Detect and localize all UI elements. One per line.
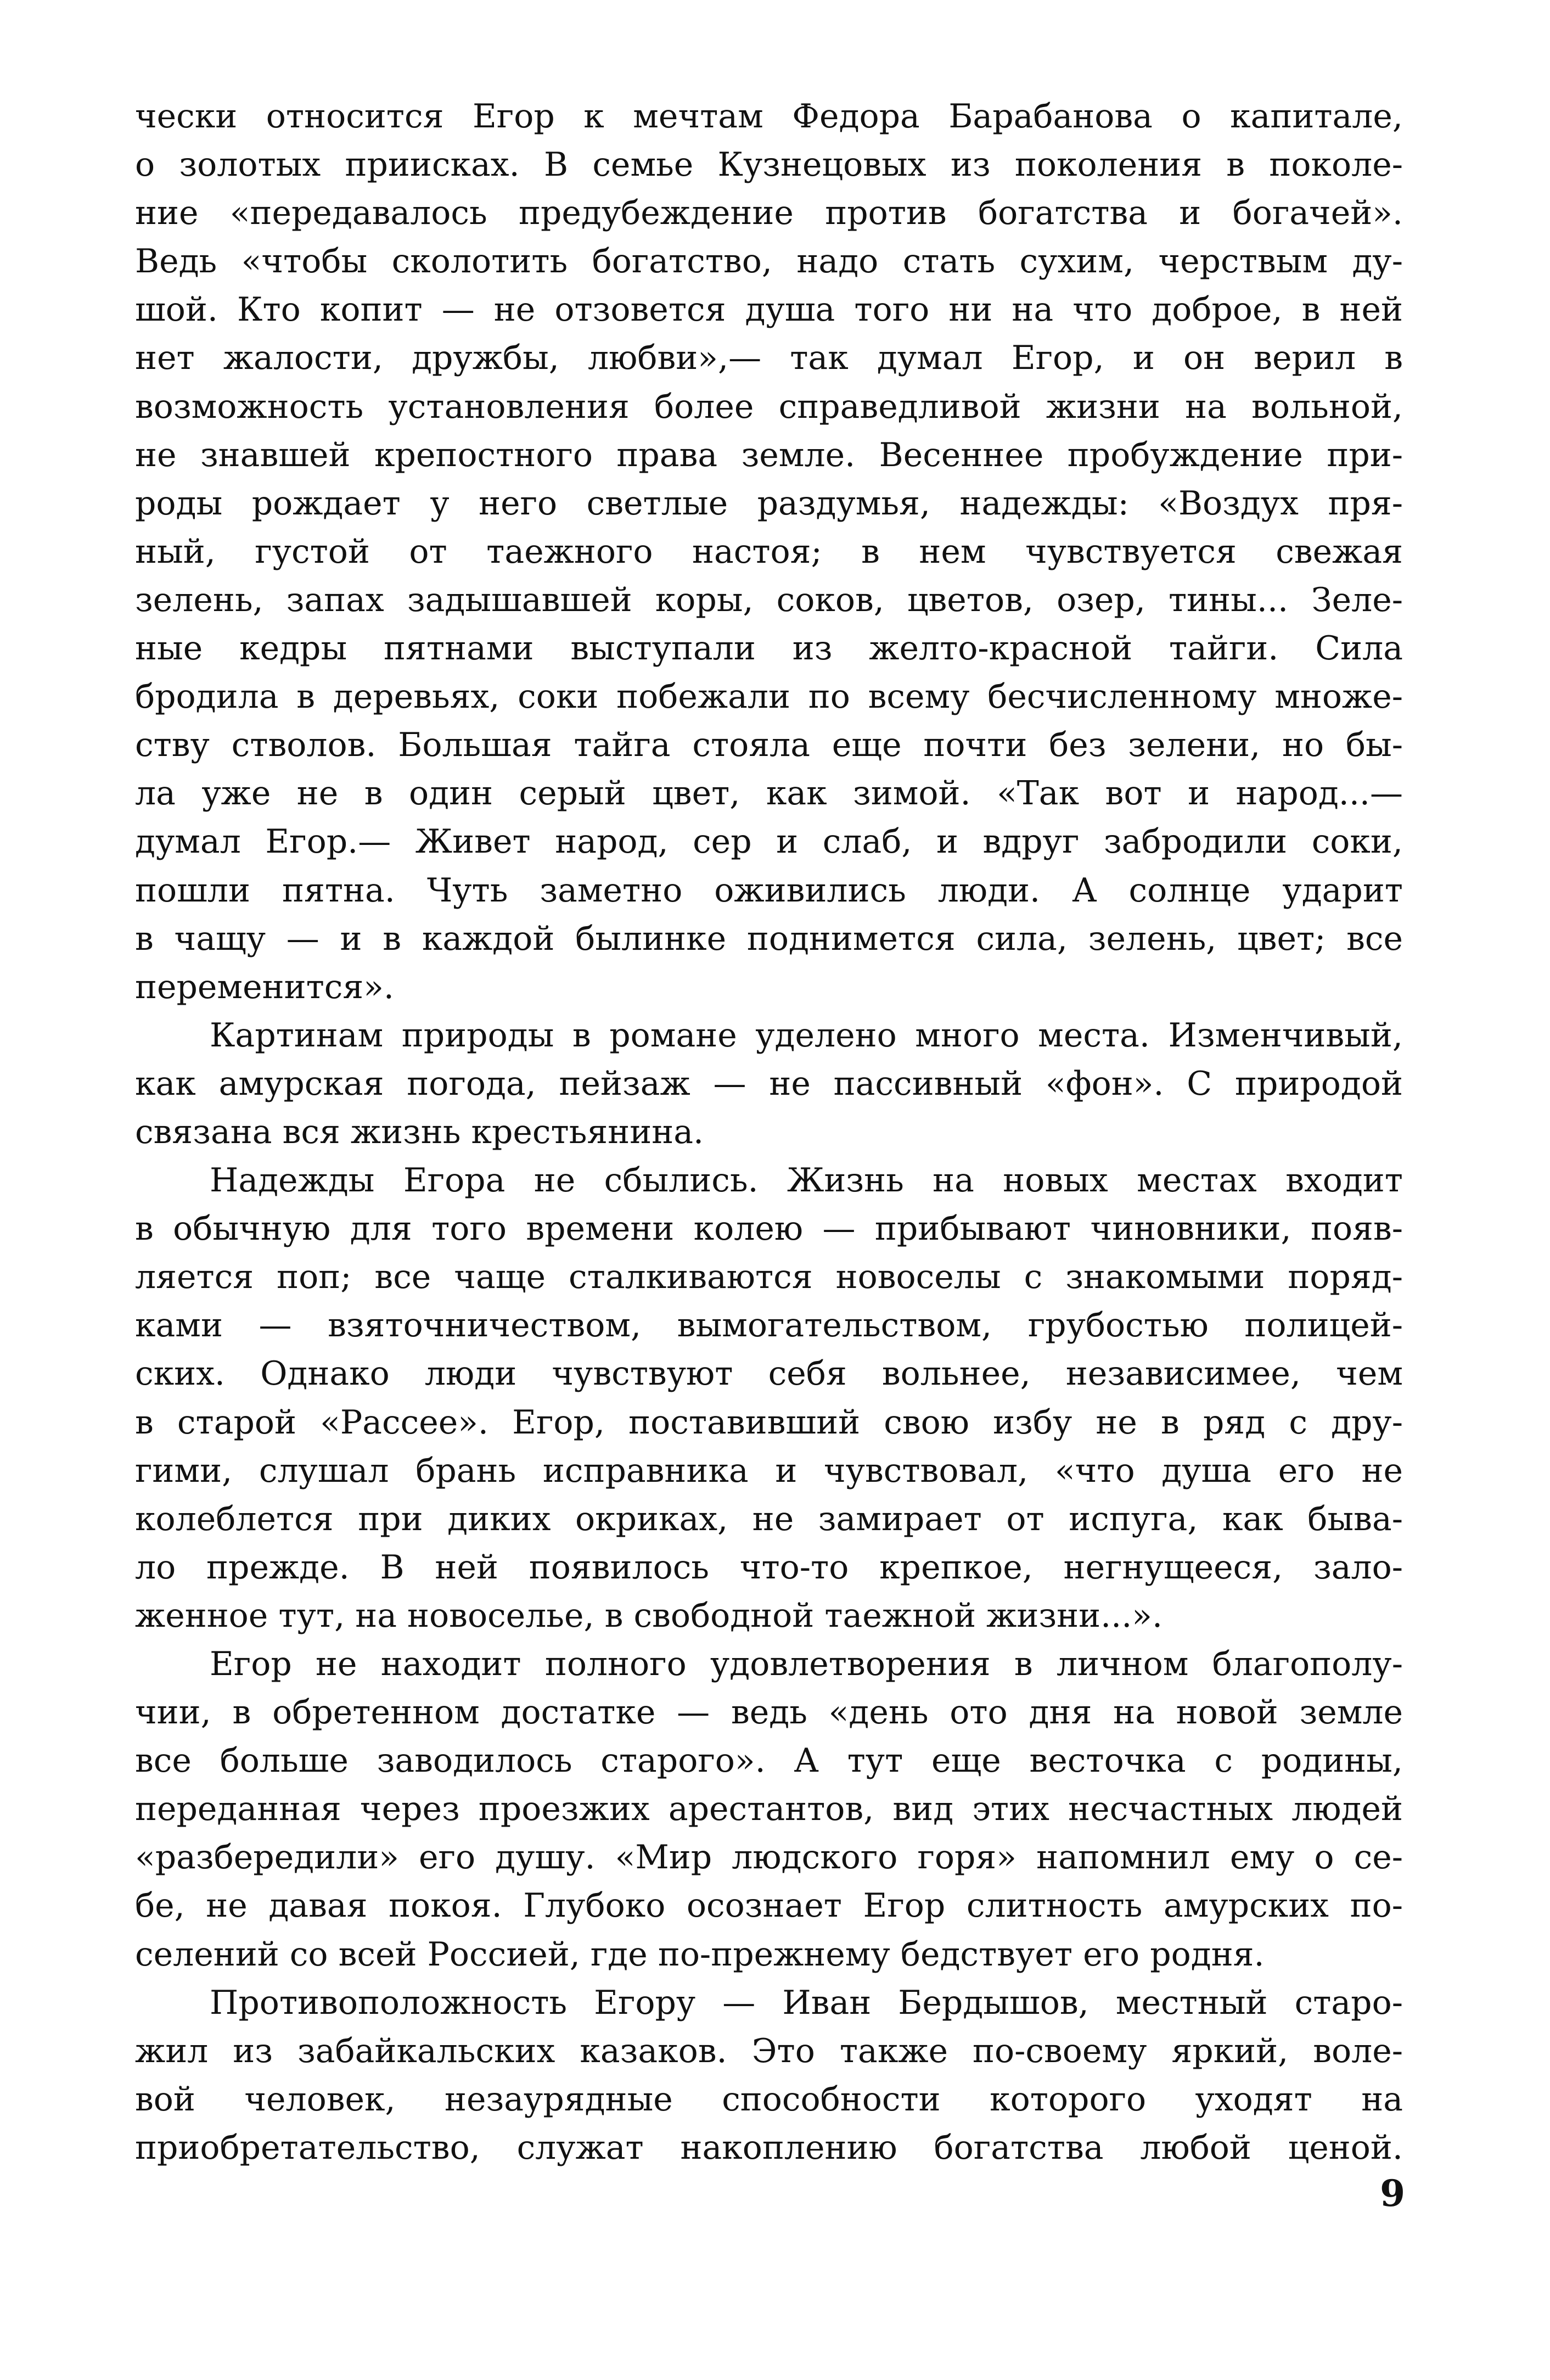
text-line: ству стволов. Большая тайга стояла еще почти без зелени, но бы- (135, 726, 1403, 765)
text-line: вой человек, незаурядные способности которого уходят на (135, 2080, 1403, 2119)
text-line: селений со всей Россией, где по-прежнему бедствует его родня. (135, 1935, 1265, 1974)
text-line: в чащу — и в каждой былинке поднимется сила, зелень, цвет; все (135, 919, 1403, 958)
text-line: переменится». (135, 967, 395, 1006)
text-line: ками — взяточничеством, вымогательством, грубостью полицей- (135, 1306, 1403, 1345)
text-line: роды рождает у него светлые раздумья, надежды: «Воздух пря- (135, 484, 1403, 523)
text-line: женное тут, на новоселье, в свободной таежной жизни...». (135, 1596, 1163, 1635)
text-line: ло прежде. В ней появилось что-то крепкое, негнущееся, зало- (135, 1548, 1403, 1587)
text-line: «разбередили» его душу. «Мир людского горя» напомнил ему о се- (135, 1838, 1403, 1877)
body-text (135, 92, 1403, 2172)
text-line: бродила в деревьях, соки побежали по всему бесчисленному множе- (135, 677, 1403, 716)
text-line: бе, не давая покоя. Глубоко осознает Егор слитность амурских по- (135, 1886, 1403, 1925)
text-line: гими, слушал брань исправника и чувствовал, «что душа его не (135, 1451, 1403, 1490)
text-line: ских. Однако люди чувствуют себя вольнее, независимее, чем (135, 1354, 1403, 1393)
text-line: шой. Кто копит — не отзовется душа того ни на что доброе, в ней (135, 290, 1403, 329)
text-line: приобретательство, служат накоплению богатства любой ценой. (135, 2128, 1403, 2167)
text-line: Егор не находит полного удовлетворения в личном благополу- (210, 1645, 1403, 1683)
text-line: как амурская погода, пейзаж — не пассивный «фон». С природой (135, 1064, 1403, 1103)
text-line: думал Егор.— Живет народ, сер и слаб, и вдруг забродили соки, (135, 822, 1403, 861)
text-line: пошли пятна. Чуть заметно оживились люди. А солнце ударит (135, 871, 1403, 910)
text-line: связана вся жизнь крестьянина. (135, 1112, 704, 1151)
text-line: в обычную для того времени колею — прибывают чиновники, появ- (135, 1209, 1403, 1248)
text-line: ные кедры пятнами выступали из желто-красной тайги. Сила (135, 629, 1403, 668)
text-line: Противоположность Егору — Иван Бердышов, местный старо- (210, 1983, 1403, 2022)
text-line: ляется поп; все чаще сталкиваются новоселы с знакомыми поряд- (135, 1258, 1403, 1297)
page-number: 9 (1380, 2172, 1405, 2215)
text-line: колеблется при диких окриках, не замирает от испуга, как быва- (135, 1499, 1403, 1538)
text-line: чески относится Егор к мечтам Федора Барабанова о капитале, (135, 97, 1403, 136)
text-line: жил из забайкальских казаков. Это также по-своему яркий, воле- (135, 2031, 1403, 2070)
text-line: Картинам природы в романе уделено много места. Изменчивый, (210, 1016, 1403, 1055)
text-line: ла уже не в один серый цвет, как зимой. «Так вот и народ...— (135, 774, 1403, 813)
text-line: возможность установления более справедливой жизни на вольной, (135, 387, 1403, 426)
text-line: ный, густой от таежного настоя; в нем чувствуется свежая (135, 532, 1403, 571)
text-line: нет жалости, дружбы, любви»,— так думал Егор, и он верил в (135, 339, 1403, 378)
text-line: Надежды Егора не сбылись. Жизнь на новых местах входит (210, 1161, 1403, 1200)
text-line: чии, в обретенном достатке — ведь «день ото дня на новой земле (135, 1693, 1403, 1732)
text-line: ние «передавалось предубеждение против богатства и богачей». (135, 194, 1403, 233)
text-line: переданная через проезжих арестантов, вид этих несчастных людей (135, 1790, 1403, 1829)
text-line: зелень, запах задышавшей коры, соков, цветов, озер, тины... Зеле- (135, 580, 1403, 619)
text-line: не знавшей крепостного права земле. Весеннее пробуждение при- (135, 435, 1403, 474)
text-line: Ведь «чтобы сколотить богатство, надо стать сухим, черствым ду- (135, 242, 1403, 281)
text-line: в старой «Рассее». Егор, поставивший свою избу не в ряд с дру- (135, 1403, 1403, 1442)
text-line: о золотых приисках. В семье Кузнецовых из поколения в поколе- (135, 145, 1403, 184)
text-line: все больше заводилось старого». А тут еще весточка с родины, (135, 1741, 1403, 1780)
